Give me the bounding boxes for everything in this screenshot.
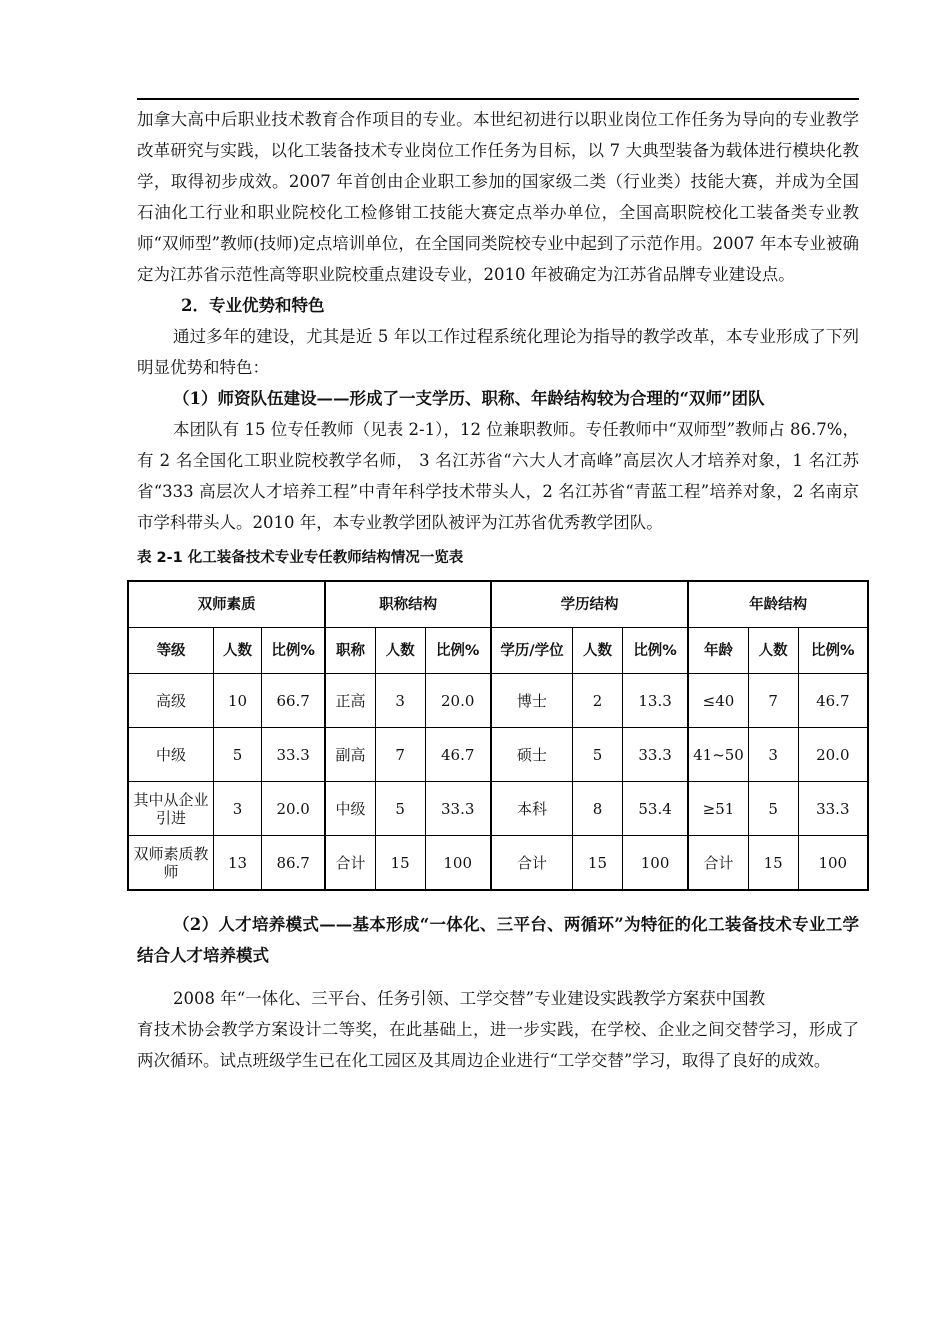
table-cell: ≤40 <box>688 674 748 728</box>
table-cell: 7 <box>748 674 798 728</box>
table-cell: 2 <box>573 674 623 728</box>
table-cell: 5 <box>573 728 623 782</box>
table-cell: ≥51 <box>688 782 748 836</box>
table-cell: 5 <box>748 782 798 836</box>
table-cell: 10 <box>214 674 262 728</box>
table-row <box>128 674 868 728</box>
table-subheader: 人数 <box>375 628 425 674</box>
table-cell: 其中从企业引进 <box>128 782 214 836</box>
subheading-training-model: （2）人才培养模式——基本形成“一体化、三平台、两循环”为特征的化工装备技术专业工学结合人才培养模式 <box>137 915 859 965</box>
table-cell: 20.0 <box>261 782 325 836</box>
table-cell: 中级 <box>128 728 214 782</box>
table-row <box>128 782 868 836</box>
table-subheader: 人数 <box>573 628 623 674</box>
table-cell: 15 <box>375 836 425 891</box>
table-cell: 正高 <box>325 674 375 728</box>
table-subheader: 职称 <box>325 628 375 674</box>
table-cell: 13.3 <box>622 674 688 728</box>
table-cell: 33.3 <box>261 728 325 782</box>
table-cell: 3 <box>375 674 425 728</box>
table-subheader: 等级 <box>128 628 214 674</box>
table-cell: 100 <box>425 836 491 891</box>
table-cell: 20.0 <box>425 674 491 728</box>
table-cell: 5 <box>214 728 262 782</box>
table-row <box>128 836 868 891</box>
table-cell: 3 <box>748 728 798 782</box>
table-cell: 7 <box>375 728 425 782</box>
paragraph-training-model-body: 育技术协会教学方案设计二等奖，在此基础上，进一步实践，在学校、企业之间交替学习，形成了两次循环。试点班级学生已在化工园区及其周边企业进行“工学交替”学习，取得了良好的成效。 <box>137 1020 859 1070</box>
table-cell: 33.3 <box>622 728 688 782</box>
table-cell: 86.7 <box>261 836 325 891</box>
table-subheader: 比例% <box>261 628 325 674</box>
paragraph-advantages: 通过多年的建设，尤其是近 5 年以工作过程系统化理论为指导的教学改革，本专业形成了下列明显优势和特色： <box>137 327 859 377</box>
subheading-faculty: （1）师资队伍建设——形成了一支学历、职称、年龄结构较为合理的“双师”团队 <box>173 389 765 408</box>
table-cell: 本科 <box>491 782 573 836</box>
table-subheader: 人数 <box>748 628 798 674</box>
table-cell: 15 <box>573 836 623 891</box>
paragraph-faculty: 本团队有 15 位专任教师（见表 2-1），12 位兼职教师。专任教师中“双师型”教师占 86.7%，有 2 名全国化工职业院校教学名师， 3 名江苏省“六大人才高峰”高层次人才培养对象，1 名江苏省“333 高层次人才培养工程”中青年科学技术带头人，2 名江苏省“青蓝工程”培养对象，2 名南京市学科带头人。2010 年，本专业教学团队被评为江苏省优秀教学团队。 <box>137 420 859 532</box>
section-heading-advantages: 2．专业优势和特色 <box>181 296 325 315</box>
table-cell: 合计 <box>688 836 748 891</box>
table-subheader: 年龄 <box>688 628 748 674</box>
table-subheader: 比例% <box>622 628 688 674</box>
table-cell: 博士 <box>491 674 573 728</box>
paragraph-intro: 加拿大高中后职业技术教育合作项目的专业。本世纪初进行以职业岗位工作任务为导向的专业教学改革研究与实践，以化工装备技术专业岗位工作任务为目标，以 7 大典型装备为载体进行模块化教学，取得初步成效。2007 年首创由企业职工参加的国家级二类（行业类）技能大赛，并成为全国石油化工行业和职业院校化工检修钳工技能大赛定点举办单位，全国高职院校化工装备类专业教师“双师型”教师(技师)定点培训单位，在全国同类院校专业中起到了示范作用。2007 年本专业被确定为江苏省示范性高等职业院校重点建设专业，2010 年被确定为江苏省品牌专业建设点。 <box>137 110 859 284</box>
table-subheader: 学历/学位 <box>491 628 573 674</box>
table-group-header-row <box>128 581 868 628</box>
document-body <box>133 104 859 1076</box>
table-group-header: 学历结构 <box>491 581 688 628</box>
table-group-header: 年龄结构 <box>688 581 868 628</box>
table-cell: 中级 <box>325 782 375 836</box>
table-cell: 33.3 <box>425 782 491 836</box>
table-cell: 合计 <box>325 836 375 891</box>
table-caption: 表 2-1 化工装备技术专业专任教师结构情况一览表 <box>137 550 464 566</box>
table-cell: 8 <box>573 782 623 836</box>
table-group-header: 双师素质 <box>128 581 325 628</box>
table-cell: 66.7 <box>261 674 325 728</box>
table-cell: 高级 <box>128 674 214 728</box>
faculty-structure-table <box>127 580 869 891</box>
table-cell: 副高 <box>325 728 375 782</box>
table-cell: 41~50 <box>688 728 748 782</box>
table-cell: 合计 <box>491 836 573 891</box>
table-cell: 双师素质教师 <box>128 836 214 891</box>
table-cell: 46.7 <box>425 728 491 782</box>
table-cell: 33.3 <box>798 782 868 836</box>
table-row <box>128 728 868 782</box>
table-group-header: 职称结构 <box>325 581 491 628</box>
table-cell: 5 <box>375 782 425 836</box>
table-subheader: 人数 <box>214 628 262 674</box>
table-subheader: 比例% <box>425 628 491 674</box>
table-cell: 46.7 <box>798 674 868 728</box>
table-subheader-row <box>128 628 868 674</box>
table-cell: 100 <box>798 836 868 891</box>
table-cell: 20.0 <box>798 728 868 782</box>
table-cell: 100 <box>622 836 688 891</box>
table-cell: 3 <box>214 782 262 836</box>
header-rule <box>137 98 859 100</box>
table-subheader: 比例% <box>798 628 868 674</box>
paragraph-training-model-line1: 2008 年“一体化、三平台、任务引领、工学交替”专业建设实践教学方案获中国教 <box>173 989 766 1008</box>
table-cell: 53.4 <box>622 782 688 836</box>
table-cell: 硕士 <box>491 728 573 782</box>
table-cell: 13 <box>214 836 262 891</box>
table-cell: 15 <box>748 836 798 891</box>
